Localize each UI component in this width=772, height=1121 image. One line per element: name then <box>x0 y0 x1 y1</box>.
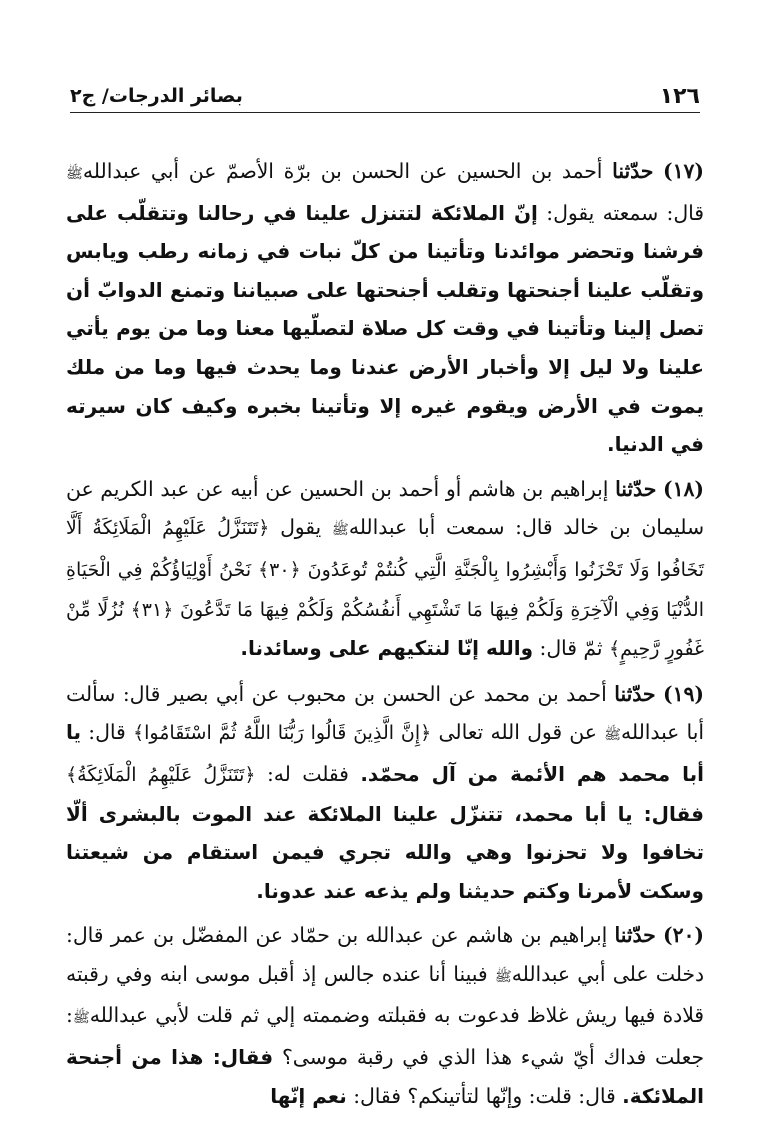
chain-text: ثمّ قال: <box>539 636 603 661</box>
running-title: بصائر الدرجات/ ج٢ <box>70 85 243 107</box>
chain-text: فبينا أنا عنده جالس إذ أقبل موسى ابنه وفي رقبته قلادة فيها ريش غلاظ فدعوت به فقبلته وضممته إلي ثم قلت لأبي عبدالله <box>66 961 704 1028</box>
quran-verse: ﴿تَتَنَزَّلُ عَلَيْهِمُ الْمَلَائِكَةُ أَلَّا تَخَافُوا وَلَا تَحْزَنُوا وَأَبْشِرُوا بِالْجَنَّةِ الَّتِي كُنتُمْ تُوعَدُونَ ﴿٣٠﴾ نَحْنُ أَوْلِيَاؤُكُمْ فِي الْحَيَاةِ الدُّنْيَا وَفِي الْآخِرَةِ وَلَكُمْ فِيهَا مَا تَشْتَهِي أَنفُسُكُمْ وَلَكُمْ فِيهَا مَا تَدَّعُونَ ﴿٣١﴾ نُزُلًا مِّنْ غَفُورٍ رَّحِيمٍ﴾ <box>66 517 704 661</box>
salutation: ﷺ <box>66 166 83 182</box>
quote-text: نعم إنّها <box>270 1083 347 1108</box>
chain-text: قال: <box>88 720 126 745</box>
chain-text: قال: سمعته يقول: <box>546 200 704 225</box>
hadith-lead: حدّثنا <box>612 159 654 183</box>
hadith-20 <box>66 916 704 1115</box>
salutation: ﷺ <box>604 727 622 744</box>
page-number: ١٢٦ <box>659 84 700 109</box>
hadith-18 <box>66 470 704 669</box>
quran-verse: ﴿تَتَنَزَّلُ عَلَيْهِمُ الْمَلَائِكَةُ﴾ <box>66 763 256 786</box>
chain-text: عن قول الله تعالى <box>438 720 597 745</box>
quote-text: يا أبا محمد هم الأئمة من آل محمّد. <box>66 720 705 786</box>
quote-text: فقال: هذا من أجنحة الملائكة. <box>66 1045 704 1108</box>
quran-verse: ﴿إِنَّ الَّذِينَ قَالُوا رَبُّنَا اللَّهُ ثُمَّ اسْتَقَامُوا﴾ <box>133 722 432 745</box>
quote-text: والله إنّا لنتكيهم على وسائدنا. <box>240 636 534 661</box>
chain-text: قال: قلت: وإنّها لتأتينكم؟ فقال: <box>353 1083 616 1108</box>
chain-text: فقلت له: <box>266 761 349 786</box>
hadith-lead: حدّثنا <box>615 476 657 501</box>
hadith-number: (١٨) <box>662 476 704 501</box>
chain-text: أحمد بن محمد عن الحسن بن محبوب عن أبي بصير قال: سألت أبا عبدالله <box>66 681 705 745</box>
chain-text: : جعلت فداك أيّ شيء هذا الذي في رقبة موسى؟ <box>66 1003 704 1070</box>
page-header <box>70 78 700 113</box>
chain-text: أحمد بن الحسين عن الحسن بن برّة الأصمّ عن أبي عبدالله <box>82 159 603 183</box>
hadith-lead: حدّثنا <box>614 681 656 706</box>
quote-text: إنّ الملائكة لتتنزل علينا في رحالنا وتتقلّب على فرشنا وتحضر موائدنا وتأتينا من كلّ نبات في زمانه رطب ويابس وتقلّب علينا أجنحتها وتقلب أجنحتها على صبياننا وتمنع الدوابّ أن تصل إلينا وتأتينا في وقت كل صلاة لتصلّيها معنا وما من يوم يأتي علينا ولا ليل إلا وأخبار الأرض عندنا وما يحدث فيها وما من ملك يموت في الأرض ويقوم غيره إلا وتأتينا بخبره وكيف كان سيرته في الدنيا. <box>66 200 704 457</box>
hadith-19 <box>66 675 704 911</box>
hadith-number: (١٧) <box>663 159 705 183</box>
page-body <box>66 152 704 1121</box>
hadith-17 <box>66 152 704 464</box>
hadith-number: (٢٠) <box>662 923 704 948</box>
chain-text: إبراهيم بن هاشم أو أحمد بن الحسين عن أبيه عن عبد الكريم عن سليمان بن خالد قال: سمعت أبا عبدالله <box>66 476 704 540</box>
quote-text: فقال: يا أبا محمد، تتنزّل علينا الملائكة عند الموت بالبشرى ألّا تخافوا ولا تحزنوا وهي والله تجري فيمن استقام من شيعتنا وسكت لأمرنا وكتم حديثنا ولم يذعه عند عدونا. <box>66 801 704 903</box>
salutation: ﷺ <box>331 522 349 539</box>
salutation: ﷺ <box>72 1010 90 1027</box>
chain-text: إبراهيم بن هاشم عن عبدالله بن حمّاد عن المفضّل بن عمر قال: دخلت على أبي عبدالله <box>66 923 704 986</box>
hadith-number: (١٩) <box>662 681 704 706</box>
hadith-lead: حدّثنا <box>614 923 656 948</box>
salutation: ﷺ <box>494 968 512 985</box>
chain-text: يقول <box>280 515 322 540</box>
